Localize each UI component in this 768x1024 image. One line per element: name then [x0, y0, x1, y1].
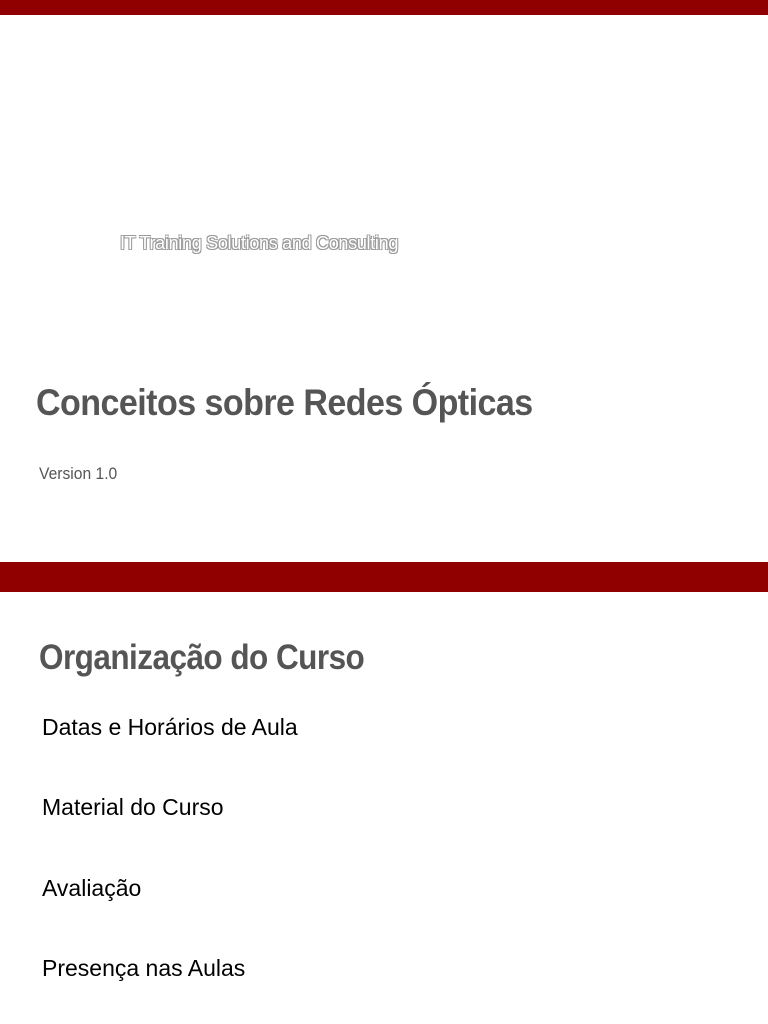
company-tagline: IT Training Solutions and Consulting: [120, 233, 399, 253]
version-label: Version 1.0: [39, 464, 118, 483]
topic-item: Datas e Horários de Aula: [42, 714, 298, 740]
topic-item: Avaliação: [42, 875, 142, 901]
section-title: Organização do Curso: [39, 638, 365, 677]
topic-item: Material do Curso: [42, 794, 224, 820]
slide-divider-bar: [0, 562, 768, 592]
top-accent-bar: [0, 0, 768, 15]
topic-item: Presença nas Aulas: [42, 955, 246, 981]
presentation-title: Conceitos sobre Redes Ópticas: [36, 382, 533, 423]
